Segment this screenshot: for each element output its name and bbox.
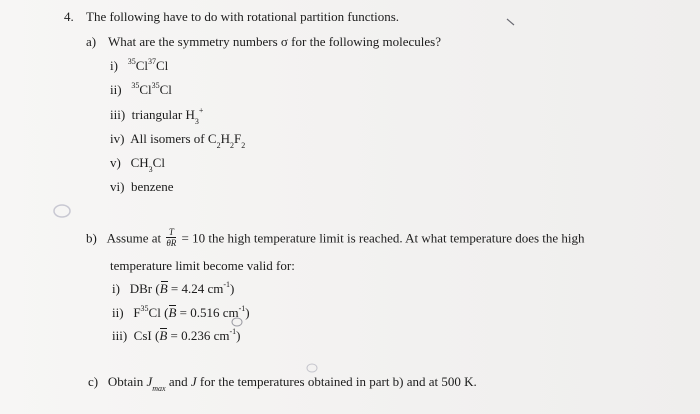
- part-b-label: b): [86, 230, 97, 246]
- part-c-line: c) Obtain $J_{max}$ and J for the temperatures obtained in part b) and at 500 K.: [88, 374, 477, 393]
- faint-ring-mark-icon: [305, 362, 319, 374]
- part-b-item-2: ii) $F^{35}Cl$ (B = 0.516 $cm^{-1}$): [112, 303, 250, 320]
- pen-tick-mark-icon: [505, 16, 517, 28]
- part-c-label: c): [88, 374, 99, 389]
- part-a-item-2: ii) $^{35}$Cl$^{35}$Cl: [110, 80, 172, 97]
- part-b-item-1: i) DBr (B = 4.24 $cm^{-1}$): [112, 279, 235, 296]
- part-a-item-3: iii) triangular $H_3^+$: [110, 105, 204, 126]
- part-b-item-3: iii) CsI (B = 0.236 $cm^{-1}$): [112, 326, 241, 343]
- faint-circle-mark-icon: [52, 202, 72, 220]
- small-circle-mark-icon: [230, 316, 244, 328]
- part-a-item-6: vi) benzene: [110, 179, 174, 194]
- t-over-theta-fraction: $\frac{T}{\theta R}$: [166, 227, 177, 248]
- question-number: 4.: [64, 9, 74, 24]
- part-a-label: a): [86, 34, 97, 49]
- part-b-line-1: b) Assume at $\frac{T}{\theta R}$ = 10 the high temperature limit is reached. At what temperature does the high: [86, 227, 585, 248]
- part-a-question: What are the symmetry numbers σ for the following molecules?: [108, 34, 441, 49]
- part-a-item-4: iv) All isomers of $C_2H_2F_2$: [110, 131, 246, 150]
- part-b-line-2: temperature limit become valid for:: [110, 258, 295, 273]
- question-intro: The following have to do with rotational partition functions.: [86, 9, 400, 24]
- part-a-item-1: i) $^{35}$Cl$^{37}$Cl: [110, 56, 169, 73]
- part-a-item-5: v) $CH_3Cl$: [110, 155, 165, 174]
